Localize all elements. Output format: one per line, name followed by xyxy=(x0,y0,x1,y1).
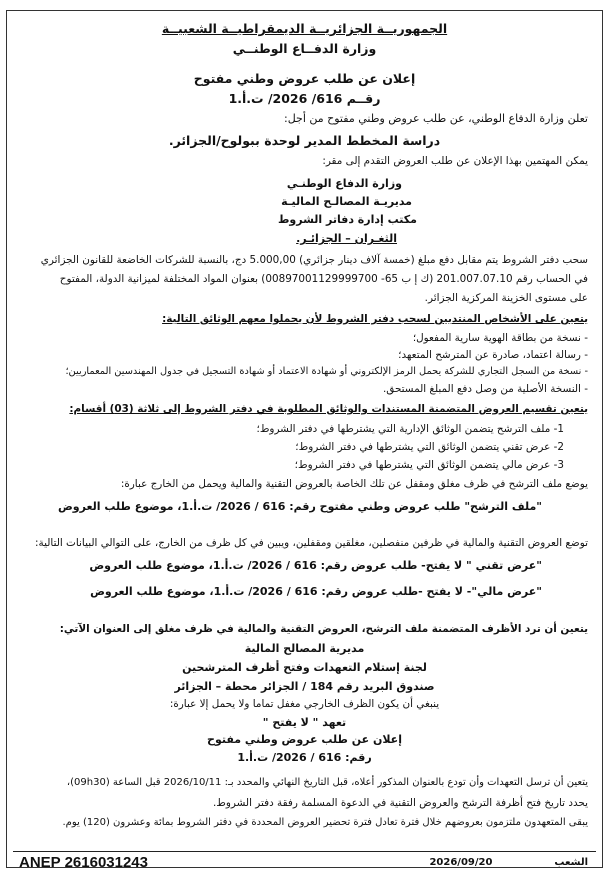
payment-line-1: سحب دفتر الشروط يتم مقابل دفع مبلغ (خمسة آلاف دينار جزائري) 5.000,00 دج، بالنسبة للشركات الخاضعة للقانون الجزائري xyxy=(40,254,588,266)
office-line-4: الثغـران – الجزائـر. xyxy=(296,232,397,245)
office-line-3: مكتب إدارة دفاتر الشروط xyxy=(278,213,417,226)
announcement-title: إعلان عن طلب عروض وطني مفتوح xyxy=(193,71,416,86)
publication-date: 2026/09/20 xyxy=(429,857,493,868)
announcement-number: رقــم 616/ 2026/ ت.أ.1 xyxy=(228,91,381,106)
deadline-text: يتعين أن ترسل التعهدات وأن تودع بالعنوان المذكور أعلاه، قبل التاريخ النهائي والمحدد بـ: 2026/10/11 قبل الساعة (09h30)، xyxy=(66,777,588,788)
technical-envelope-label: "عرض تقني " لا يفتح- طلب عروض رقم: 616 / 2026/ ت.أ.1، موضوع طلب العروض xyxy=(89,559,542,572)
candidacy-envelope-label: "ملف الترشح" طلب عروض وطني مفتوح رقم: 616 / 2026/ ت.أ.1، موضوع طلب العروض xyxy=(57,500,542,513)
address-line-2: لجنة إستلام التعهدات وفتح أظرف المترشحين xyxy=(182,661,427,674)
subject-text: دراسة المخطط المدير لوحدة ببولوح/الجزائر. xyxy=(168,133,441,148)
footer-divider xyxy=(13,851,596,852)
address-line-3: صندوق البريد رقم 184 / الجزائر محطة – الجزائر xyxy=(174,680,435,693)
payment-line-2: في الحساب رقم 201.007.07.10 (ك إ ب 65- 00897001129999700) بعنوان المواد المختلفة لميزانية الدولة، المفتوح xyxy=(59,273,588,285)
documents-item: - رسالة اعتماد، صادرة عن المترشح المتعهد؛ xyxy=(398,349,588,361)
division-item: 1- ملف الترشح يتضمن الوثائق الإدارية التي يشترطها في دفتر الشروط؛ xyxy=(256,423,564,435)
address-intro: يتعين أن ترد الأظرف المتضمنة ملف الترشح، العروض التقنية والمالية في ظرف مغلق إلى العنوان الآتي: xyxy=(59,623,588,635)
envelope-quote-2: إعلان عن طلب عروض وطني مفتوح xyxy=(207,733,402,746)
financial-envelope-label: "عرض مالي"- لا يفتح -طلب عروض رقم: 616 / 2026/ ت.أ.1، موضوع طلب العروض xyxy=(90,585,542,598)
envelope-quote-3: رقم: 616 / 2026/ ت.أ.1 xyxy=(237,751,372,764)
ministry-title: وزارة الدفــاع الوطنــي xyxy=(232,41,377,56)
division-item: 2- عرض تقني يتضمن الوثائق التي يشترطها في دفتر الشروط؛ xyxy=(295,441,564,453)
opening-date-text: يحدد تاريخ فتح أظرفة الترشح والعروض التقنية في الدعوة المسلمة رفقة دفتر الشروط. xyxy=(213,797,588,809)
envelope-quote-1: تعهد " لا يفتح " xyxy=(262,716,347,729)
documents-item: - نسخة من بطاقة الهوية سارية المفعول؛ xyxy=(412,332,588,344)
address-note: ينبغي أن يكون الظرف الخارجي مغفل تماما ولا يحمل إلا عبارة: xyxy=(169,698,440,710)
validity-text: يبقى المتعهدون ملتزمون بعروضهم خلال فترة تعادل فترة تحضير العروض المحددة في دفتر الشروط بمائة وعشرون (120) يوم. xyxy=(62,817,588,828)
invite-text: يمكن المهتمين بهذا الإعلان عن طلب العروض التقدم إلى مقر: xyxy=(322,155,588,167)
division-heading: يتعين تقسيم العروض المتضمنة المستندات والوثائق المطلوبة في دفتر الشروط إلى ثلاثة (03) أقسام: xyxy=(69,403,588,415)
address-line-1: مديرية المصالح المالية xyxy=(244,642,365,655)
announcement-page xyxy=(6,10,603,871)
newspaper-name: الشعب xyxy=(554,857,588,868)
payment-line-3: على مستوى الخزينة المركزية الجزائر. xyxy=(424,292,588,304)
office-line-1: وزارة الدفاع الوطنـي xyxy=(286,177,402,190)
division-note: يوضع ملف الترشح في ظرف مغلق ومقفل عن تلك الخاصة بالعروض التقنية والمالية ويحمل من الخارج عبارة: xyxy=(120,478,588,490)
anep-reference: ANEP 2616031243 xyxy=(19,854,148,871)
documents-item: - نسخة من السجل التجاري للشركة يحمل الرمز الإلكتروني أو شهادة الاعتماد أو شهادة التسجيل في جدول المهندسين المعماريين؛ xyxy=(65,366,588,377)
republic-title: الجمهوريــة الجزائريــة الديمقراطيــة الشعبيــة xyxy=(161,21,448,36)
documents-item: - النسخة الأصلية من وصل دفع المبلغ المستحق. xyxy=(382,383,588,395)
intro-text: تعلن وزارة الدفاع الوطني، عن طلب عروض وطني مفتوح من أجل: xyxy=(284,112,588,125)
offers-intro: توضع العروض التقنية والمالية في ظرفين منفصلين، مغلقين ومقفلين، ويبين في كل ظرف من الخارج، على التوالي البيانات التالية: xyxy=(35,537,588,549)
documents-heading: يتعين على الأشخاص المنتدبين لسحب دفتر الشروط لأن يحملوا معهم الوثائق التالية: xyxy=(162,313,588,325)
division-item: 3- عرض مالي يتضمن الوثائق التي يشترطها في دفتر الشروط؛ xyxy=(294,459,564,471)
office-line-2: مديريـة المصالـح الماليـة xyxy=(281,195,412,208)
